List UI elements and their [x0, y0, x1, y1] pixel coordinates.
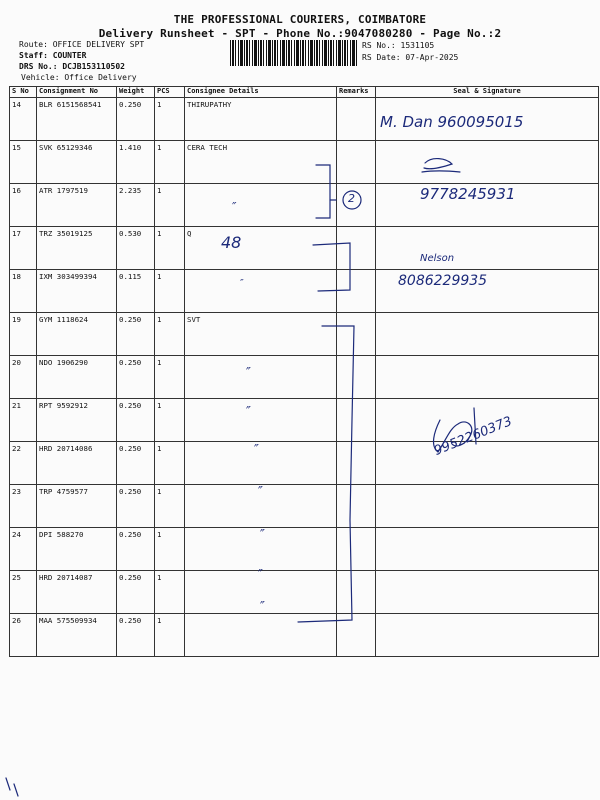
cell-pcs: 1: [155, 528, 185, 571]
col-weight: Weight: [117, 87, 155, 98]
ditto-row-16: ″: [232, 200, 237, 214]
cell-consignment: RPT 9592912: [37, 399, 117, 442]
cell-consignment: TRZ 35019125: [37, 227, 117, 270]
route-label: Route: OFFICE DELIVERY SPT: [19, 40, 145, 49]
cell-consignment: HRD 20714087: [37, 571, 117, 614]
ink-stray-marks: [6, 778, 18, 796]
cell-sno: 19: [10, 313, 37, 356]
cell-sno: 18: [10, 270, 37, 313]
signature-row-14: M. Dan 960095015: [380, 113, 524, 131]
cell-pcs: 1: [155, 356, 185, 399]
cell-consignment: IXM 303499394: [37, 270, 117, 313]
cell-weight: 2.235: [117, 184, 155, 227]
cell-consignee: Q: [185, 227, 337, 270]
col-sno: S No: [10, 87, 37, 98]
cell-sno: 24: [10, 528, 37, 571]
note-row-17: 48: [221, 233, 242, 252]
cell-sno: 16: [10, 184, 37, 227]
drs-label: DRS No.: DCJB153110502: [19, 62, 125, 71]
cell-weight: 0.250: [117, 356, 155, 399]
cell-consignment: NDO 1906290: [37, 356, 117, 399]
staff-label: Staff: COUNTER: [19, 51, 87, 60]
cell-weight: 1.410: [117, 141, 155, 184]
cell-weight: 0.115: [117, 270, 155, 313]
cell-weight: 0.250: [117, 313, 155, 356]
cell-weight: 0.250: [117, 442, 155, 485]
cell-consignee: THIRUPATHY: [185, 98, 337, 141]
name-row-18: Nelson: [420, 253, 455, 264]
ditto-row-23: ″: [258, 485, 263, 500]
cell-pcs: 1: [155, 485, 185, 528]
cell-sno: 26: [10, 614, 37, 657]
phone-row-22: 9952260373: [432, 414, 515, 459]
cell-consignment: BLR 6151568541: [37, 98, 117, 141]
phone-row-18: 8086229935: [398, 273, 488, 289]
cell-pcs: 1: [155, 227, 185, 270]
cell-weight: 0.250: [117, 571, 155, 614]
col-remarks: Remarks: [337, 87, 376, 98]
company-title: THE PROFESSIONAL COURIERS, COIMBATORE: [173, 13, 427, 26]
cell-weight: 0.530: [117, 227, 155, 270]
cell-weight: 0.250: [117, 528, 155, 571]
col-consignee: Consignee Details: [185, 87, 337, 98]
cell-weight: 0.250: [117, 399, 155, 442]
ink-line-17: [313, 243, 350, 291]
cell-pcs: 1: [155, 184, 185, 227]
cell-pcs: 1: [155, 399, 185, 442]
cell-weight: 0.250: [117, 614, 155, 657]
cell-consignment: HRD 20714086: [37, 442, 117, 485]
col-pcs: PCS: [155, 87, 185, 98]
cell-pcs: 1: [155, 614, 185, 657]
cell-sno: 22: [10, 442, 37, 485]
cell-pcs: 1: [155, 270, 185, 313]
phone-row-16: 9778245931: [420, 185, 516, 203]
cell-consignment: ATR 1797519: [37, 184, 117, 227]
cell-consignee: SVT: [185, 313, 337, 356]
col-consignment: Consignment No: [37, 87, 117, 98]
ditto-row-24: ″: [260, 528, 265, 543]
cell-consignment: TRP 4759577: [37, 485, 117, 528]
ditto-row-25: ″: [258, 568, 263, 583]
remark-mark-16: 2: [348, 192, 355, 205]
cell-consignee: CERA TECH: [185, 141, 337, 184]
ditto-row-26: ″: [260, 600, 265, 615]
cell-consignment: MAA 575509934: [37, 614, 117, 657]
cell-sno: 17: [10, 227, 37, 270]
cell-sno: 20: [10, 356, 37, 399]
cell-sno: 21: [10, 399, 37, 442]
col-signature: Seal & Signature: [376, 87, 599, 98]
vehicle-label: Vehicle: Office Delivery: [21, 73, 137, 82]
rs-date: RS Date: 07-Apr-2025: [362, 53, 459, 62]
cell-pcs: 1: [155, 98, 185, 141]
cell-sno: 25: [10, 571, 37, 614]
cell-weight: 0.250: [117, 98, 155, 141]
cell-consignment: DPI 588270: [37, 528, 117, 571]
ditto-row-22: ″: [254, 443, 259, 458]
ink-long-bracket: [298, 326, 354, 622]
cell-consignment: GYM 1118624: [37, 313, 117, 356]
cell-pcs: 1: [155, 571, 185, 614]
ink-scribble-15: [422, 159, 460, 172]
ditto-row-18: ″: [240, 278, 244, 289]
ditto-row-21: ″: [246, 405, 251, 420]
cell-sno: 14: [10, 98, 37, 141]
runsheet-subtitle: Delivery Runsheet - SPT - Phone No.:9047080280 - Page No.:2: [98, 27, 502, 40]
ink-bracket-16: [316, 165, 330, 218]
cell-consignment: SVK 65129346: [37, 141, 117, 184]
rs-number: RS No.: 1531105: [362, 41, 435, 50]
cell-sno: 15: [10, 141, 37, 184]
ditto-row-20: ″: [246, 366, 251, 381]
cell-weight: 0.250: [117, 485, 155, 528]
cell-pcs: 1: [155, 313, 185, 356]
cell-sno: 23: [10, 485, 37, 528]
cell-pcs: 1: [155, 442, 185, 485]
cell-pcs: 1: [155, 141, 185, 184]
